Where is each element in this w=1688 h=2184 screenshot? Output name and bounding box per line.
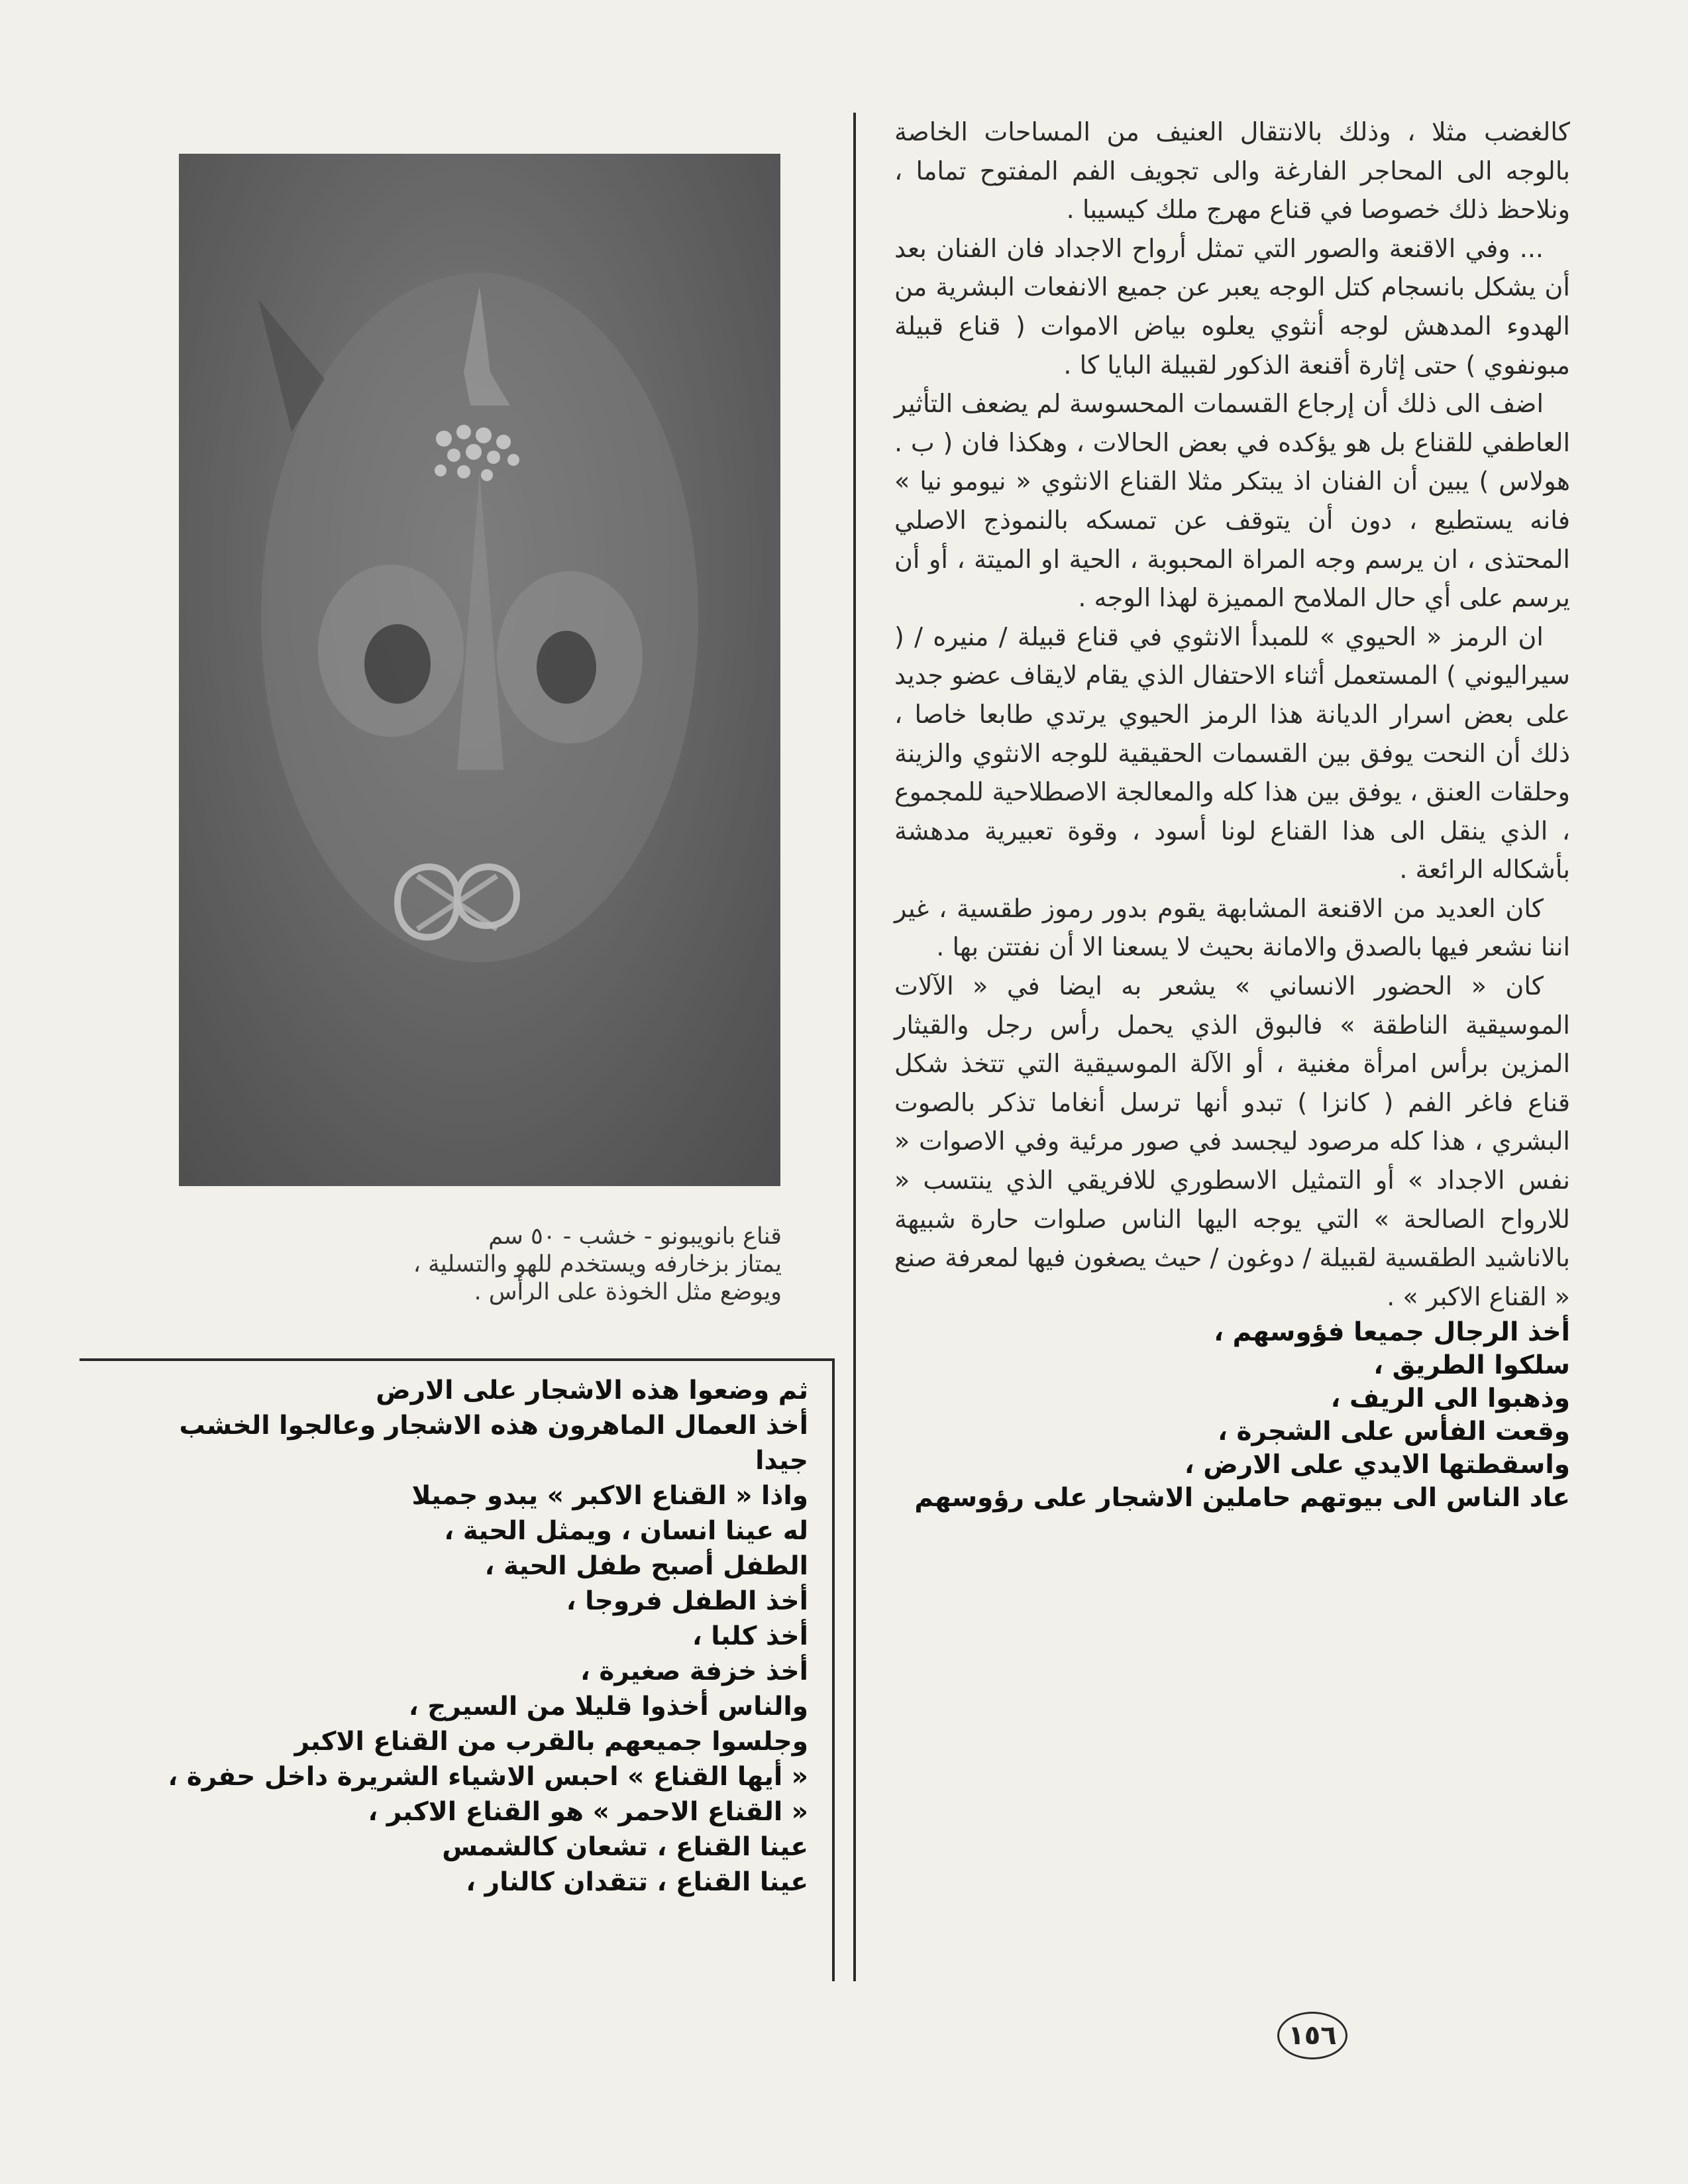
article-column xyxy=(894,113,1570,1515)
poem-line: وقعت الفأس على الشجرة ، xyxy=(1218,1417,1570,1447)
poem-line: والناس أخذوا قليلا من السيرج ، xyxy=(408,1692,808,1721)
poem-line: وجلسوا جميعهم بالقرب من القناع الاكبر xyxy=(294,1727,808,1757)
caption-line: ويوضع مثل الخوذة على الرأس . xyxy=(474,1279,782,1305)
page-number: ١٥٦ xyxy=(1277,2012,1347,2059)
article-poem xyxy=(894,1316,1570,1515)
mask-photo xyxy=(179,154,780,1186)
boxed-poem xyxy=(93,1373,808,1900)
poem-line: « القناع الاحمر » هو القناع الاكبر ، xyxy=(368,1797,808,1827)
poem-line: أخذ الطفل فروجا ، xyxy=(566,1586,808,1616)
poem-line: الطفل أصبح طفل الحية ، xyxy=(484,1551,808,1581)
article-paragraph: كان « الحضور الانساني » يشعر به ايضا في « الآلات الموسيقية الناطقة » فالبوق الذي يحمل رأس رجل والقيثار المزين برأس امرأة مغنية ، أو الآلة الموسيقية التي تتخذ شكل قناع فاغر الفم ( كانزا ) تبدو أنها ترسل أنغاما تذكر بالصوت البشري ، هذا كله مرصود ليجسد في صور مرئية وفي الاصوات « نفس الاجداد » أو التمثيل الاسطوري للافريقي الذي ينتسب « للارواح الصالحة » التي يوجه اليها الناس صلوات حارة شبيهة بالاناشيد الطقسية لقبيلة / دوغون / حيث يصغون فيها لمعرفة صنع « القناع الاكبر » . xyxy=(894,971,1570,1311)
article-paragraph: ... وفي الاقنعة والصور التي تمثل أرواح الاجداد فان الفنان بعد أن يشكل بانسجام كتل الوجه يعبر عن جميع الانفعات البشرية من الهدوء المدهش لوجه أنثوي يعلوه بياض الاموات ( قناع قبيلة مبونفوي ) حتى إثارة أقنعة الذكور لقبيلة البايا كا . xyxy=(894,233,1570,380)
poem-line: ثم وضعوا هذه الاشجار على الارض xyxy=(376,1376,808,1405)
caption-line: يمتاز بزخارفه ويستخدم للهو والتسلية ، xyxy=(413,1251,782,1278)
poem-line: أخذ العمال الماهرون هذه الاشجار وعالجوا الخشب xyxy=(179,1411,808,1441)
article-paragraph: كان العديد من الاقنعة المشابهة يقوم بدور رموز طقسية ، غير اننا نشعر فيها بالصدق والامانة بحيث لا يسعنا الا أن نفتتن بها . xyxy=(894,893,1570,962)
poem-line: جيدا xyxy=(755,1446,808,1476)
poem-line: عينا القناع ، تتقدان كالنار ، xyxy=(466,1867,808,1897)
article-paragraph: كالغضب مثلا ، وذلك بالانتقال العنيف من المساحات الخاصة بالوجه الى المحاجر الفارغة والى تجويف الفم المفتوح تماما ، ونلاحظ ذلك خصوصا في قناع مهرج ملك كيسيبا . xyxy=(894,117,1570,225)
poem-line: سلكوا الطريق ، xyxy=(1373,1350,1570,1381)
poem-line: أخذ الرجال جميعا فؤوسهم ، xyxy=(1214,1317,1570,1348)
article-paragraph: ان الرمز « الحيوي » للمبدأ الانثوي في قناع قبيلة / منيره / ( سيراليوني ) المستعمل أثناء الاحتفال الذي يقام لايقاف عضو جديد على بعض اسرار الديانة هذا الرمز الحيوي يرتدي طابعا خاصا ، ذلك أن النحت يوفق بين القسمات الحقيقية للوجه الانثوي والزينة وحلقات العنق ، يوفق بين هذا كله والمعالجة الاصطلاحية للمجموع ، الذي ينقل الى هذا القناع لونا أسود ، وقوة تعبيرية مدهشة بأشكاله الرائعة . xyxy=(894,622,1570,885)
poem-line: عينا القناع ، تشعان كالشمس xyxy=(442,1832,808,1862)
poem-line: واسقطتها الايدي على الارض ، xyxy=(1184,1450,1570,1480)
column-divider xyxy=(853,113,856,1981)
poem-line: وذهبوا الى الريف ، xyxy=(1330,1384,1570,1414)
poem-line: له عينا انسان ، ويمثل الحية ، xyxy=(444,1516,808,1546)
article-paragraph: اضف الى ذلك أن إرجاع القسمات المحسوسة لم يضعف التأثير العاطفي للقناع بل هو يؤكده في بعض الحالات ، وهكذا فان ( ب . هولاس ) يبين أن الفنان اذ يبتكر مثلا القناع الانثوي « نيومو نيا » فانه يستطيع ، دون أن يتوقف عن تمسكه بالنموذج الاصلي المحتذى ، ان يرسم وجه المراة المحبوبة ، الحية او الميتة ، أو أن يرسم على أي حال الملامح المميزة لهذا الوجه . xyxy=(894,389,1570,613)
caption-line: قناع بانويبونو - خشب - ٥٠ سم xyxy=(488,1223,782,1250)
photo-caption xyxy=(265,1223,782,1306)
poem-line: « أيها القناع » احبس الاشياء الشريرة داخل حفرة ، xyxy=(168,1762,808,1792)
poem-line: واذا « القناع الاكبر » يبدو جميلا xyxy=(411,1481,808,1511)
poem-line: أخذ خزفة صغيرة ، xyxy=(580,1657,808,1686)
poem-line: عاد الناس الى بيوتهم حاملين الاشجار على رؤوسهم xyxy=(914,1483,1570,1513)
poem-line: أخذ كلبا ، xyxy=(692,1621,808,1651)
mask-illustration xyxy=(179,154,780,1186)
